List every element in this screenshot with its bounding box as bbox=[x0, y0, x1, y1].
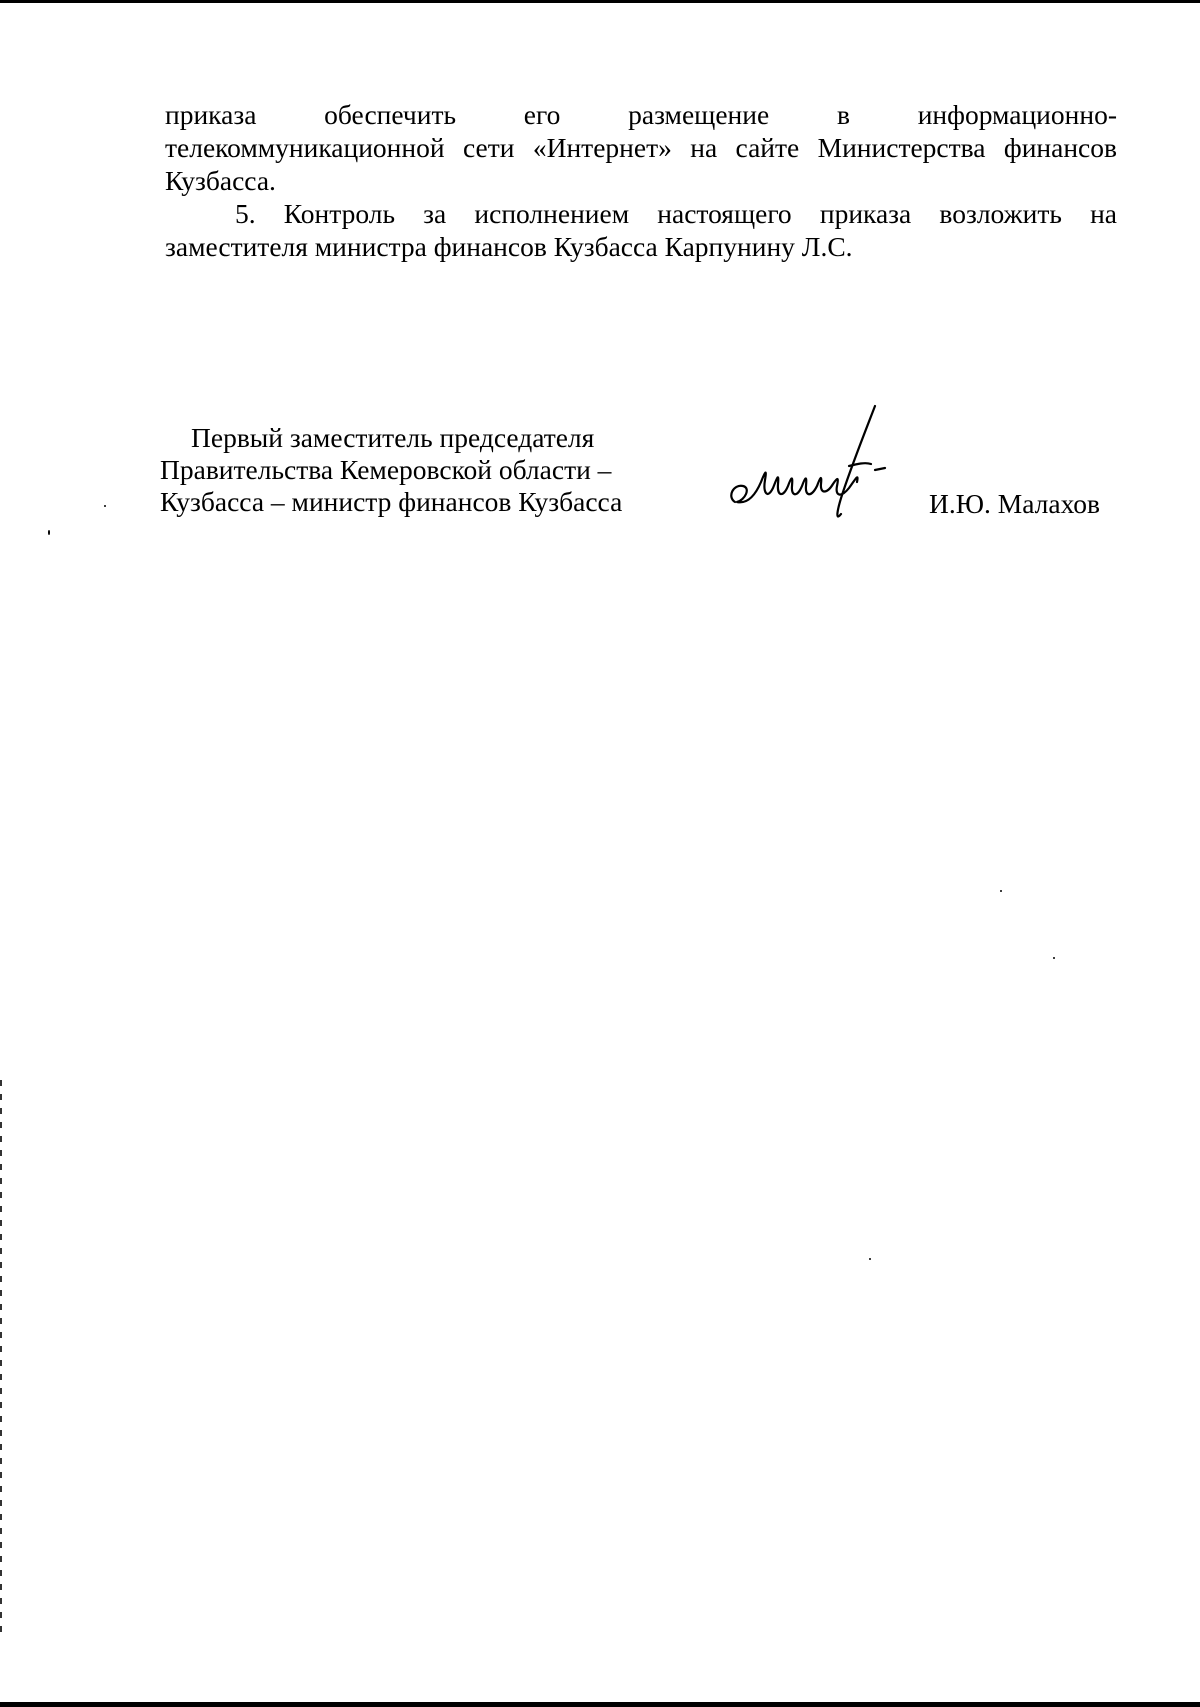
paragraph-continuation bbox=[165, 98, 1117, 197]
paragraph-first-line: приказа обеспечить его размещение в информационно- bbox=[165, 99, 1117, 130]
position-line-2: Правительства Кемеровской области – bbox=[160, 454, 612, 485]
scan-speck bbox=[1053, 957, 1055, 959]
top-scan-edge bbox=[0, 0, 1200, 3]
bottom-scan-edge bbox=[0, 1702, 1200, 1707]
scan-speck bbox=[869, 1258, 871, 1260]
scan-speck bbox=[1000, 890, 1002, 892]
paragraph-rest: телекоммуникационной сети «Интернет» на сайте Министерства финансов Кузбасса. bbox=[165, 132, 1117, 196]
signer-name: И.Ю. Малахов bbox=[929, 488, 1101, 519]
signatory-position bbox=[160, 422, 660, 518]
paragraph-5: 5. Контроль за исполнением настоящего приказа возложить на заместителя министра финансов Кузбасса Карпунину Л.С. bbox=[165, 198, 1117, 262]
left-scan-edge bbox=[0, 1080, 2, 1640]
position-line-1: Первый заместитель председателя bbox=[191, 422, 595, 453]
position-line-3: Кузбасса – министр финансов Кузбасса bbox=[160, 486, 623, 517]
handwritten-signature bbox=[725, 402, 925, 532]
scan-speck bbox=[48, 530, 50, 535]
document-body bbox=[165, 98, 1117, 263]
scan-speck bbox=[104, 505, 106, 507]
